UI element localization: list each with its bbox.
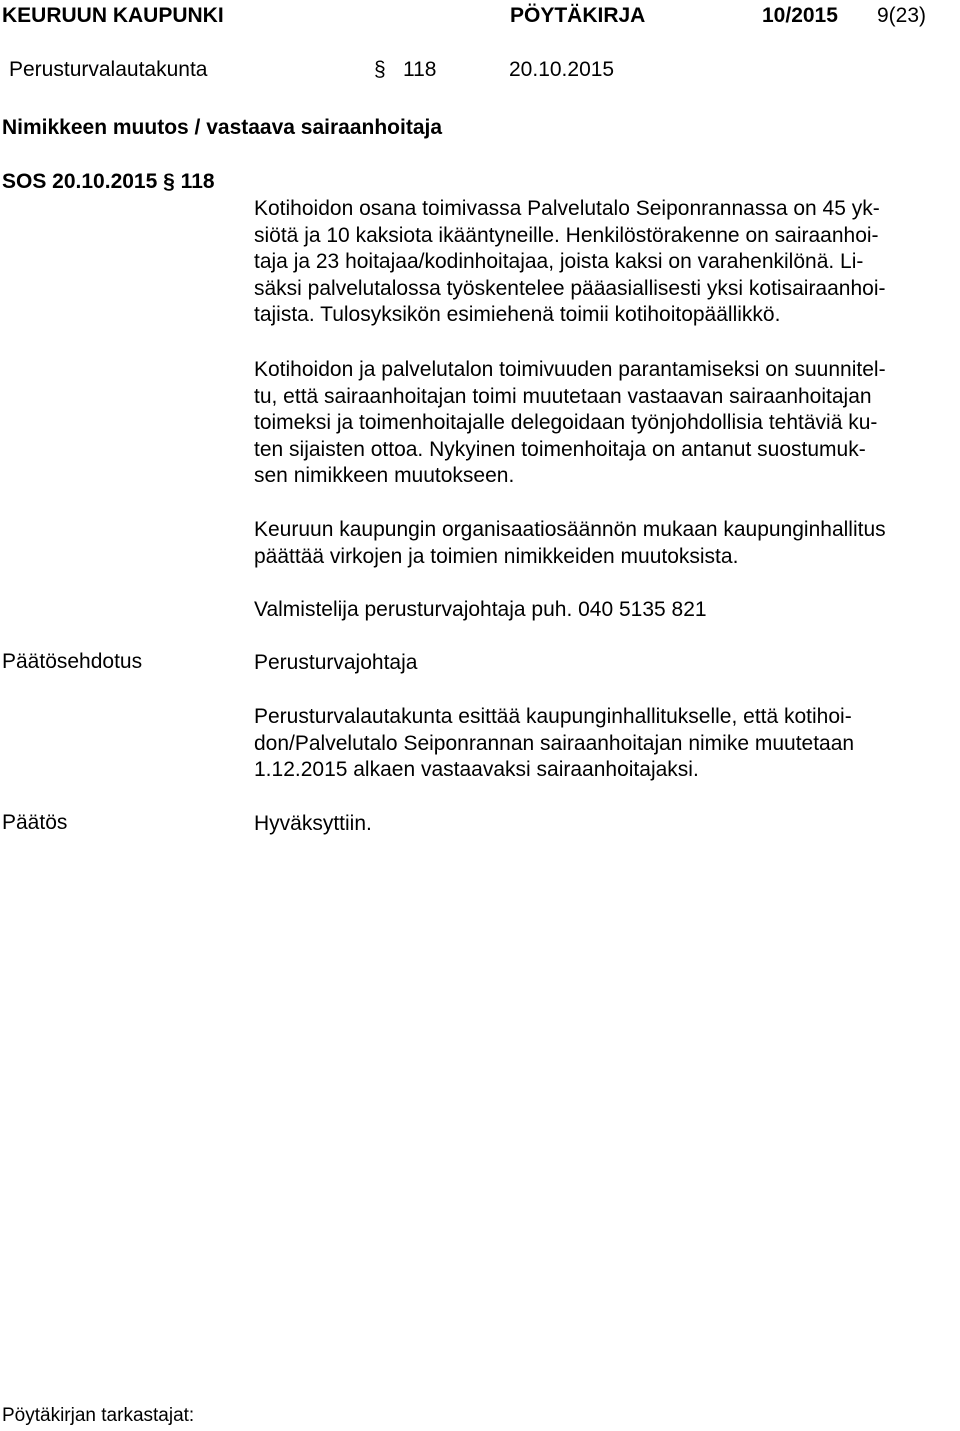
text-line: sen nimikkeen muutokseen. <box>254 464 515 488</box>
document-type: PÖYTÄKIRJA <box>510 4 646 27</box>
item-reference-number: 118 <box>180 170 215 193</box>
text-line: Kotihoidon ja palvelutalon toimivuuden parantamiseksi on suunnitel- <box>254 358 886 381</box>
text-line: Perusturvalautakunta esittää kaupunginhallitukselle, että kotihoi- <box>254 705 852 728</box>
proposal-by <box>254 650 954 677</box>
organization-name: KEURUUN KAUPUNKI <box>2 4 224 27</box>
text-line: don/Palvelutalo Seiponrannan sairaanhoitajan nimike muutetaan <box>254 731 855 755</box>
text-line: ten sijaisten ottoa. Nykyinen toimenhoitaja on antanut suostumuk- <box>254 437 866 461</box>
decision-label: Päätös <box>2 811 68 834</box>
item-reference-date: SOS 20.10.2015 <box>2 170 158 193</box>
text-line: säksi palvelutalossa työskentelee pääasiallisesti yksi kotisairaanhoi- <box>254 276 886 300</box>
text-line: päättää virkojen ja toimien nimikkeiden muutoksista. <box>254 544 739 568</box>
text-line: toimeksi ja toimenhoitajalle delegoidaan työnjohdollisia tehtäviä ku- <box>254 411 878 435</box>
proposal-by-text: Perusturvajohtaja <box>254 651 418 674</box>
paragraph-proposal-rationale <box>254 357 954 490</box>
committee-name: Perusturvalautakunta <box>9 58 208 81</box>
page-number: 9(23) <box>877 4 927 27</box>
section-sign: § <box>374 58 386 81</box>
text-line: tajista. Tulosyksikön esimiehenä toimii kotihoitopäällikkö. <box>254 303 781 327</box>
section-number: 118 <box>403 58 437 81</box>
paragraph-authority <box>254 517 954 570</box>
paragraph-background <box>254 196 954 329</box>
text-line: taja ja 23 hoitajaa/kodinhoitajaa, joista kaksi on varahenkilönä. Li- <box>254 250 864 274</box>
item-reference <box>2 170 215 194</box>
decision-text <box>254 811 954 838</box>
section-sign: § <box>163 170 175 193</box>
document-number: 10/2015 <box>762 4 838 27</box>
text-line: tu, että sairaanhoitajan toimi muutetaan vastaavan sairaanhoitajan <box>254 384 872 408</box>
text-line: siötä ja 10 kaksiota ikääntyneille. Henkilöstörakenne on sairaanhoi- <box>254 223 879 247</box>
meeting-date: 20.10.2015 <box>509 58 615 81</box>
item-title: Nimikkeen muutos / vastaava sairaanhoitaja <box>2 116 443 139</box>
decision-text-line: Hyväksyttiin. <box>254 812 372 835</box>
text-line: Kotihoidon osana toimivassa Palvelutalo Seiponrannassa on 45 yk- <box>254 197 880 220</box>
proposal-text <box>254 704 954 784</box>
text-line: 1.12.2015 alkaen vastaavaksi sairaanhoitajaksi. <box>254 758 699 782</box>
preparer-text: Valmistelija perusturvajohtaja puh. 040 5135 821 <box>254 598 707 621</box>
proposal-label: Päätösehdotus <box>2 650 143 673</box>
preparer-line <box>254 597 954 624</box>
text-line: Keuruun kaupungin organisaatiosäännön mukaan kaupunginhallitus <box>254 518 886 541</box>
reviewers-label: Pöytäkirjan tarkastajat: <box>2 1405 195 1426</box>
